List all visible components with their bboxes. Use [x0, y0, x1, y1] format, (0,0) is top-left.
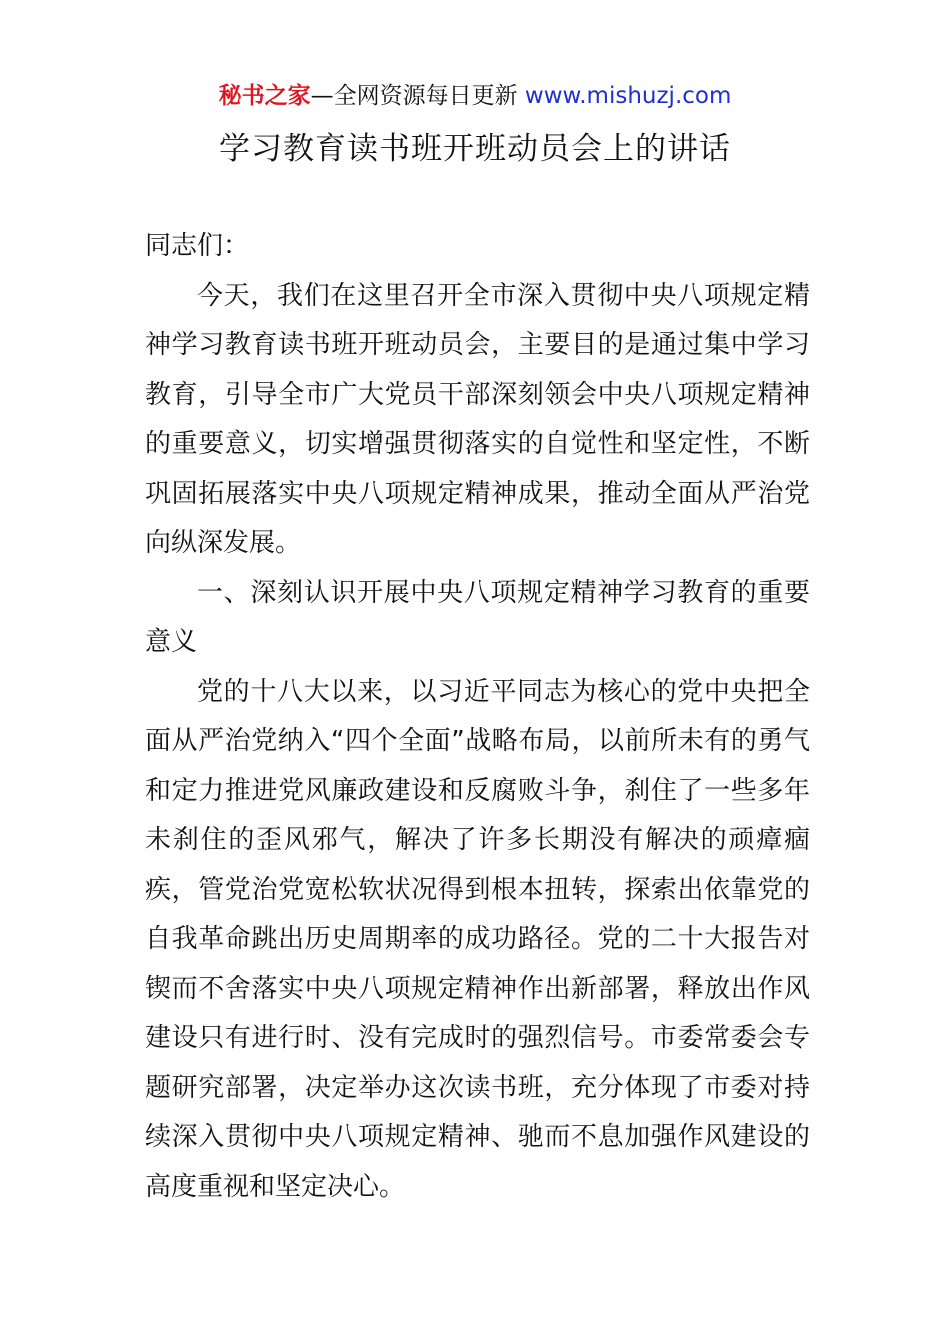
salutation: 同志们：	[145, 231, 250, 261]
document-body	[145, 222, 810, 1212]
site-url-link[interactable]: www.mishuzj.com	[524, 83, 732, 109]
brand-name: 秘书之家	[218, 83, 311, 109]
site-header	[0, 80, 950, 112]
section-heading-1: 一、深刻认识开展中央八项规定精神学习教育的重要意义	[145, 577, 810, 657]
header-tagline: —全网资源每日更新	[310, 83, 525, 109]
body-paragraph-intro: 今天，我们在这里召开全市深入贯彻中央八项规定精神学习教育读书班开班动员会，主要目的是通过集中学习教育，引导全市广大党员干部深刻领会中央八项规定精神的重要意义，切实增强贯彻落实的自觉性和坚定性，不断巩固拓展落实中央八项规定精神成果，推动全面从严治党向纵深发展。	[145, 280, 810, 558]
body-paragraph-section-1: 党的十八大以来，以习近平同志为核心的党中央把全面从严治党纳入“四个全面”战略布局，以前所未有的勇气和定力推进党风廉政建设和反腐败斗争，刹住了一些多年未刹住的歪风邪气，解决了许多长期没有解决的顽瘴痼疾，管党治党宽松软状况得到根本扭转，探索出依靠党的自我革命跳出历史周期率的成功路径。党的二十大报告对锲而不舍落实中央八项规定精神作出新部署，释放出作风建设只有进行时、没有完成时的强烈信号。市委常委会专题研究部署，决定举办这次读书班，充分体现了市委对持续深入贯彻中央八项规定精神、驰而不息加强作风建设的高度重视和坚定决心。	[145, 676, 810, 1202]
document-title: 学习教育读书班开班动员会上的讲话	[219, 131, 731, 167]
